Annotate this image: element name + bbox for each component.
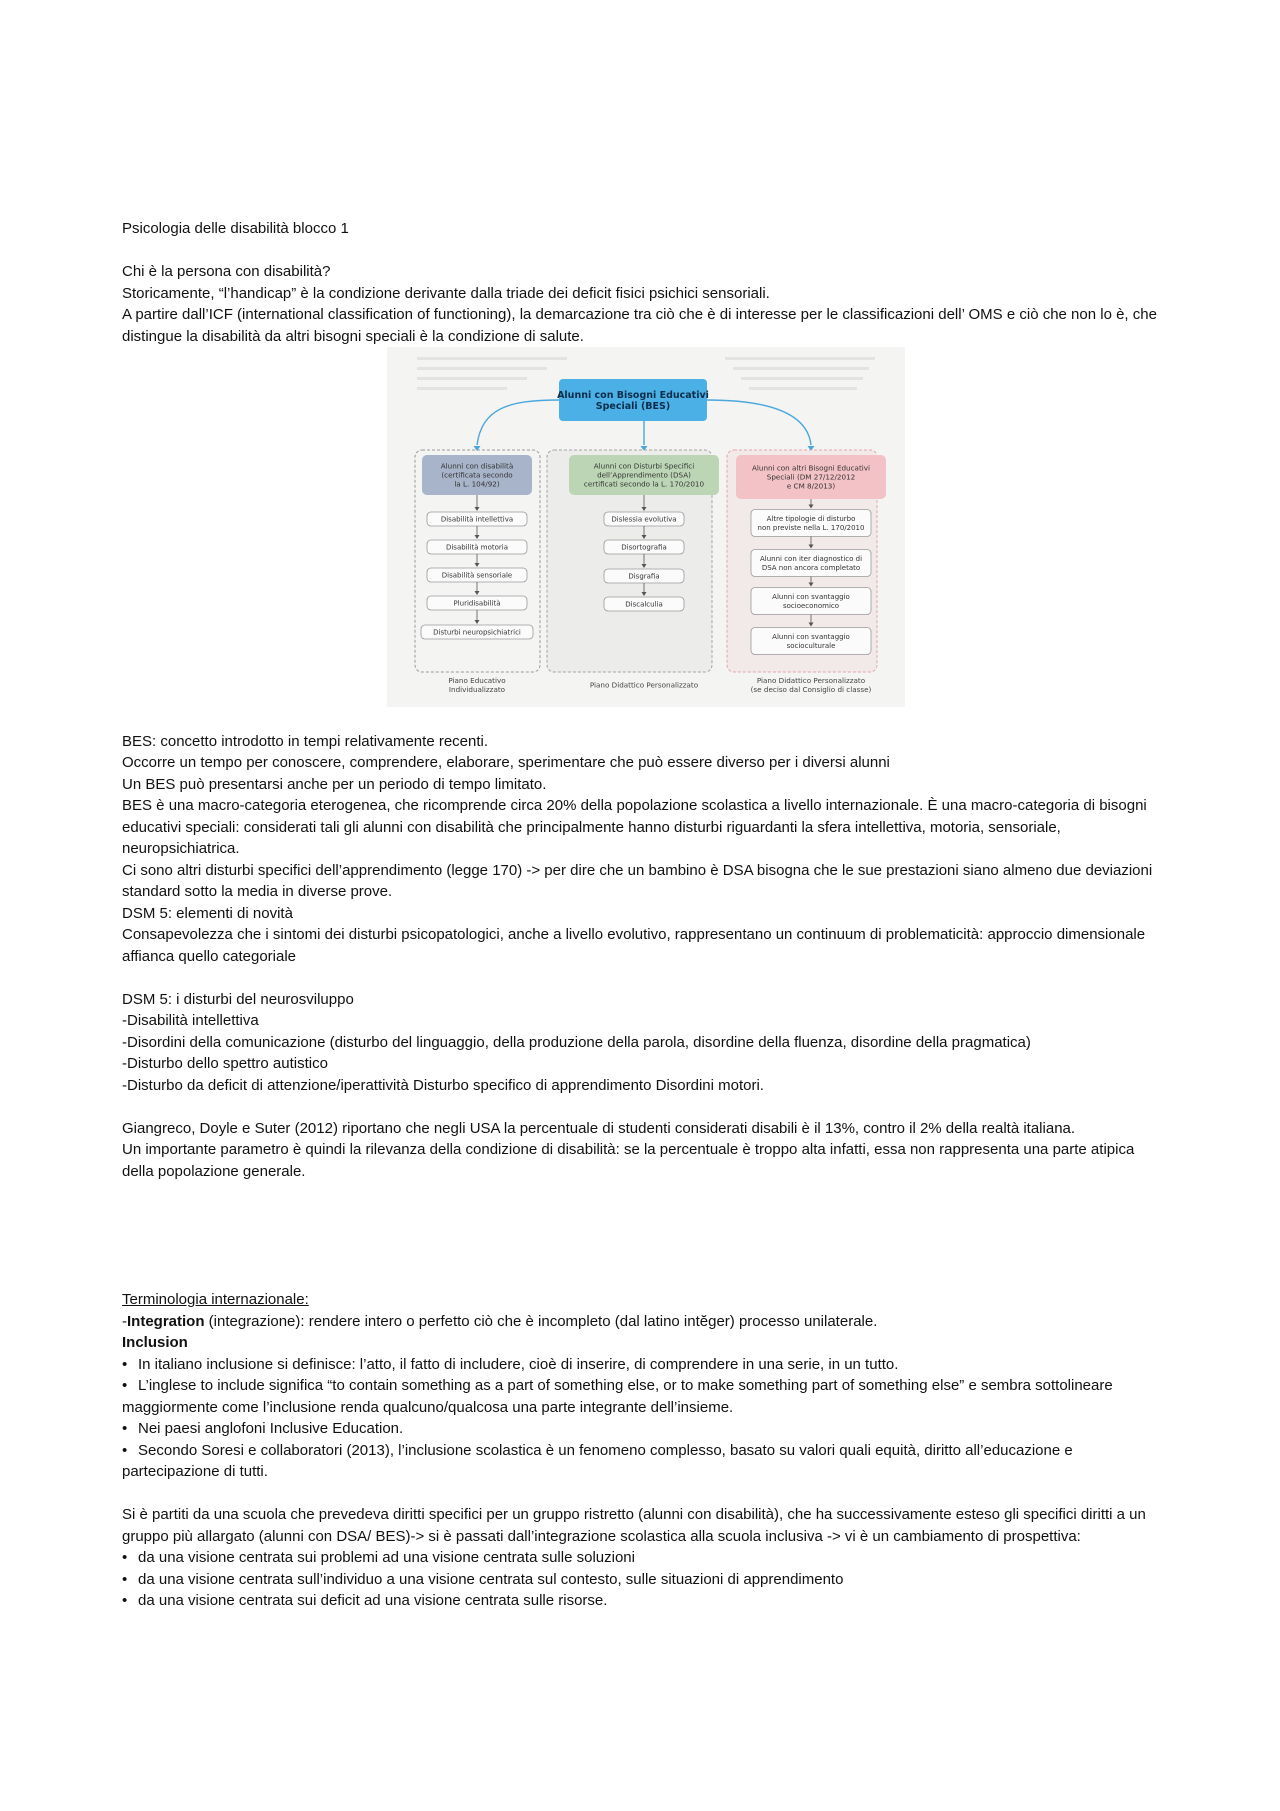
column-header-label: dell’Apprendimento (DSA) [597, 470, 691, 480]
category-item-label: non previste nella L. 170/2010 [757, 523, 865, 532]
bullet-dot: • [122, 1549, 128, 1566]
category-item-label: Disortografia [621, 543, 667, 552]
category-item-label: Alunni con svantaggio [772, 593, 850, 602]
faint-text-line [741, 377, 863, 380]
category-item-label: Disabilità sensoriale [441, 571, 513, 580]
connector-arrow [477, 400, 559, 445]
dsm-heading: DSM 5: i disturbi del neurosviluppo [122, 990, 354, 1008]
bes-paragraph: Occorre un tempo per conoscere, comprendere, elaborare, sperimentare che può essere diverso per i diversi alunni [122, 754, 890, 771]
inclusion-heading: Inclusion [122, 1334, 188, 1351]
inclusion-bullet: • Nei paesi anglofoni Inclusive Education. [122, 1418, 1162, 1440]
bullet-dot: • [122, 1355, 128, 1373]
faint-text-line [417, 377, 527, 380]
item-arrow-head [475, 507, 480, 511]
faint-text-line [417, 387, 507, 390]
document-title: Psicologia delle disabilità blocco 1 [122, 220, 349, 237]
bullet-dot: • [122, 1441, 128, 1459]
column-footer-label: Individualizzato [448, 684, 506, 694]
bullet-dot: • [122, 1420, 128, 1437]
conclusion-bullet: • da una visione centrata sull’individuo a una visione centrata sul contesto, sulle situazioni di apprendimento [122, 1569, 1162, 1591]
intro-paragraph-1: Storicamente, “l’handicap” è la condizione derivante dalla triade dei deficit fisici psichici sensoriali. [122, 284, 770, 302]
column-header-label: Alunni con Disturbi Specifici [593, 461, 695, 471]
column-header-label: Speciali (DM 27/12/2012 [766, 472, 856, 482]
conclusion-bullet: • da una visione centrata sui deficit ad una visione centrata sulle risorse. [122, 1590, 1162, 1612]
bes-paragraph: BES: concetto introdotto in tempi relativamente recenti. [122, 732, 489, 750]
conclusion-bullet: • da una visione centrata sui problemi ad una visione centrata sulle soluzioni [122, 1547, 1162, 1569]
category-item-label: Disabilità motoria [445, 543, 509, 552]
item-arrow-head [475, 535, 480, 539]
item-arrow-head [475, 620, 480, 624]
category-item-label: Alunni con svantaggio [772, 633, 850, 642]
bes-diagram-svg [387, 347, 905, 707]
dsm-section [122, 989, 1162, 1097]
terminology-heading: Terminologia internazionale: [122, 1291, 309, 1308]
terminology-section [122, 1289, 1162, 1483]
dsm-item: -Disordini della comunicazione (disturbo del linguaggio, della produzione della parola, disordine della fluenza, disordine della pragmatica) [122, 1033, 1031, 1051]
integration-text: (integrazione): rendere intero o perfetto ciò che è incompleto (dal latino intĕger) processo unilaterale. [204, 1312, 878, 1330]
column-header-label: la L. 104/92) [454, 479, 500, 489]
category-item-label: Disabilità intellettiva [440, 515, 514, 524]
bes-top-label: Speciali (BES) [595, 400, 671, 412]
item-arrow-head [475, 563, 480, 567]
column-header-label: e CM 8/2013) [786, 481, 836, 491]
document-page [122, 218, 1162, 1612]
category-item-label: Disturbi neuropsichiatrici [433, 628, 521, 637]
conclusion-section [122, 1504, 1162, 1612]
item-arrow-head [475, 591, 480, 595]
faint-text-line [733, 367, 869, 370]
column-footer-label: Piano Didattico Personalizzato [589, 680, 699, 690]
giangreco-section [122, 1118, 1162, 1183]
category-item-label: Discalculia [625, 600, 663, 609]
faint-text-line [417, 357, 567, 360]
intro-question: Chi è la persona con disabilità? [122, 263, 331, 280]
category-item-label: Disgrafia [628, 572, 660, 581]
dsm-item: -Disabilità intellettiva [122, 1012, 259, 1029]
bes-diagram [387, 347, 905, 707]
column-header-label: Alunni con disabilità [440, 461, 514, 471]
column-header-label: Alunni con altri Bisogni Educativi [751, 463, 871, 473]
figure-wrapper [122, 347, 1162, 709]
giangreco-paragraph: Giangreco, Doyle e Suter (2012) riportano che negli USA la percentuale di studenti considerati disabili è il 13%, contro il 2% della realtà italiana. [122, 1119, 1076, 1137]
inclusion-bullet: • Secondo Soresi e collaboratori (2013), l’inclusione scolastica è un fenomeno complesso, basato su valori quali equità, diritto all’educazione e partecipazione di tutti. [122, 1441, 1073, 1480]
dsm-item: -Disturbo da deficit di attenzione/iperattività Disturbo specifico di apprendimento Disordini motori. [122, 1076, 764, 1094]
column-footer-label: Piano Didattico Personalizzato [756, 676, 866, 686]
category-item-label: socioculturale [786, 641, 836, 650]
integration-definition [122, 1311, 1162, 1333]
conclusion-bullets [122, 1547, 1162, 1612]
category-item-label: Pluridisabilità [453, 599, 501, 608]
category-item-label: DSA non ancora completato [761, 563, 861, 572]
column-header-label: certificati secondo la L. 170/2010 [583, 479, 705, 489]
dsm-novita-heading: DSM 5: elementi di novità [122, 904, 293, 922]
column-header-label: (certificata secondo [441, 470, 513, 480]
category-item-label: Alunni con iter diagnostico di [759, 555, 863, 564]
category-item-label: Dislessia evolutiva [611, 515, 677, 524]
connector-arrow [707, 400, 811, 445]
bes-paragraph: Un BES può presentarsi anche per un periodo di tempo limitato. [122, 775, 547, 793]
intro-paragraph-2: A partire dall’ICF (international classification of functioning), la demarcazione tra ciò che è di interesse per le classificazioni dell’ OMS e ciò che non lo è, che distingue la disabilità da altri bisogni speciali è la condizione di salute. [122, 306, 1157, 345]
integration-term: Integration [127, 1312, 205, 1330]
faint-text-line [417, 367, 547, 370]
inclusion-bullet: • In italiano inclusione si definisce: l’atto, il fatto di includere, cioè di inserire, di comprendere in una serie, in un tutto. [122, 1354, 1162, 1376]
inclusion-bullets [122, 1354, 1162, 1483]
column-footer-label: (se deciso dal Consiglio di classe) [750, 684, 872, 694]
bes-paragraph: Ci sono altri disturbi specifici dell’apprendimento (legge 170) -> per dire che un bambino è DSA bisogna che le sue prestazioni siano almeno due deviazioni standard sotto la media in diverse prove. [122, 861, 1153, 900]
bullet-dot: • [122, 1592, 128, 1609]
faint-text-line [725, 357, 875, 360]
giangreco-paragraph: Un importante parametro è quindi la rilevanza della condizione di disabilità: se la percentuale è troppo alta infatti, essa non rappresenta una parte atipica della popolazione generale. [122, 1141, 1135, 1180]
category-item-label: socioeconomico [782, 601, 840, 610]
bes-section [122, 731, 1162, 968]
integration-dash: - [122, 1312, 127, 1330]
conclusion-paragraph: Si è partiti da una scuola che prevedeva diritti specifici per un gruppo ristretto (alunni con disabilità), che ha successivamente esteso gli specifici diritti a un gruppo più allargato (alunni con DSA/ BES)-> si è passati dall’integrazione scolastica alla scuola inclusiva -> vi è un cambiamento di prospettiva: [122, 1506, 1146, 1545]
category-item-label: Altre tipologie di disturbo [766, 515, 856, 524]
bullet-dot: • [122, 1570, 128, 1588]
bes-paragraph: Consapevolezza che i sintomi dei disturbi psicopatologici, anche a livello evolutivo, rappresentano un continuum di problematicità: approccio dimensionale affianca quello categoriale [122, 926, 1146, 965]
bes-paragraph: BES è una macro-categoria eterogenea, che ricomprende circa 20% della popolazione scolastica a livello internazionale. È una macro-categoria di bisogni educativi speciali: considerati tali gli alunni con disabilità che principalmente hanno disturbi riguardanti la sfera intellettiva, motoria, sensoriale, neuropsichiatrica. [122, 797, 1147, 857]
inclusion-bullet: • L’inglese to include significa “to contain something as a part of something else, or to make something part of something else” e sembra sottolineare maggiormente come l’inclusione renda qualcuno/qualcosa una parte integrante dell’insieme. [122, 1377, 1113, 1416]
column-footer-label: Piano Educativo [448, 676, 506, 686]
faint-text-line [749, 387, 857, 390]
bes-top-label: Alunni con Bisogni Educativi [557, 389, 709, 401]
dsm-item: -Disturbo dello spettro autistico [122, 1055, 328, 1072]
bullet-dot: • [122, 1377, 128, 1394]
